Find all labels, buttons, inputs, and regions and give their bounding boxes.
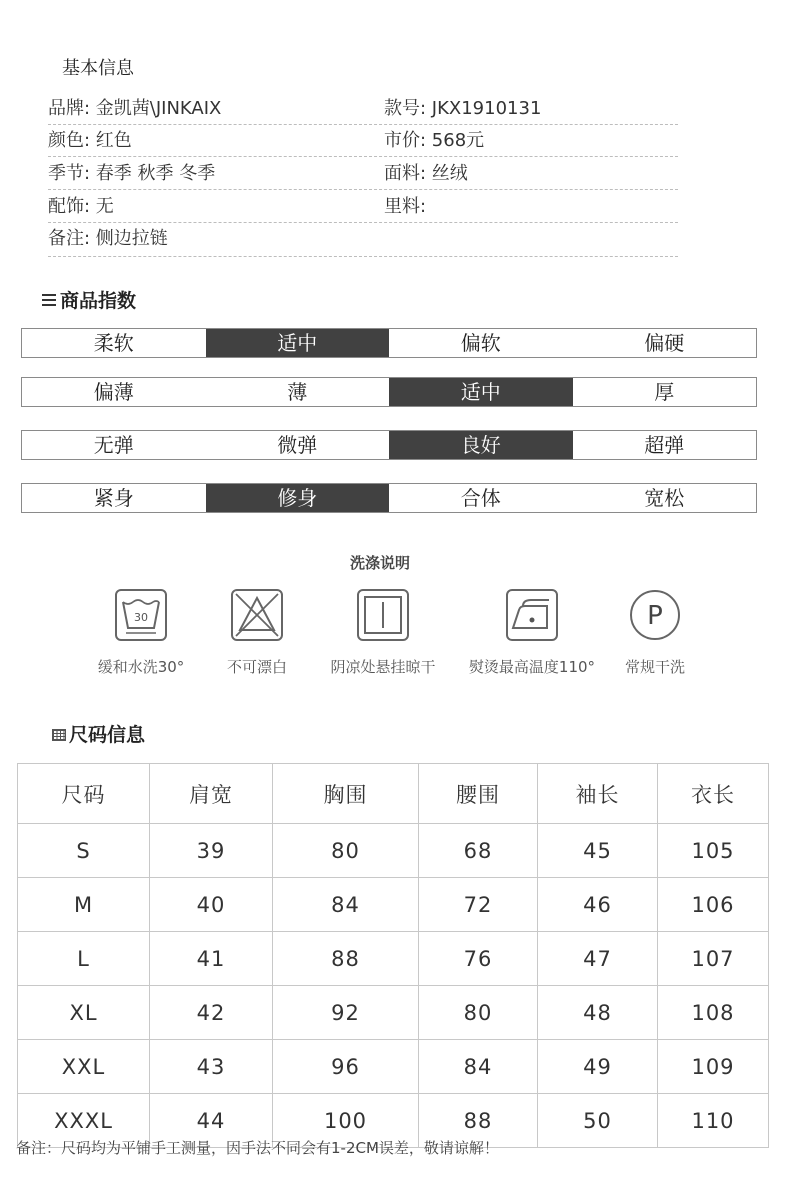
table-cell: 106	[658, 878, 769, 932]
index-cell: 宽松	[644, 486, 685, 510]
index-cell: 无弹	[93, 433, 134, 457]
index-cell: 良好	[389, 431, 573, 459]
table-cell: 100	[273, 1094, 419, 1148]
table-cell: 96	[273, 1040, 419, 1094]
table-cell: 88	[273, 932, 419, 986]
table-cell: 80	[419, 986, 538, 1040]
info-color: 颜色: 红色	[48, 130, 132, 151]
table-header-cell: 袖长	[538, 764, 658, 824]
table-cell: XL	[18, 986, 150, 1040]
index-cell: 偏软	[460, 331, 501, 355]
wash-instructions-title: 洗涤说明	[349, 554, 410, 572]
table-cell: 76	[419, 932, 538, 986]
wash-item	[467, 588, 597, 677]
wash-label: 熨烫最高温度110°	[468, 658, 596, 676]
table-cell: 42	[150, 986, 273, 1040]
table-cell: 84	[419, 1040, 538, 1094]
info-season: 季节: 春季 秋季 冬季	[48, 163, 216, 184]
table-header-cell: 肩宽	[150, 764, 273, 824]
svg-text:30: 30	[134, 611, 148, 624]
table-cell: 107	[658, 932, 769, 986]
table-cell: 110	[658, 1094, 769, 1148]
table-header-cell: 胸围	[273, 764, 419, 824]
info-accessory: 配饰: 无	[48, 196, 114, 217]
info-fabric: 面料: 丝绒	[384, 163, 468, 184]
table-cell: 109	[658, 1040, 769, 1094]
info-brand: 品牌: 金凯茜\JINKAIX	[48, 98, 222, 119]
index-cell: 修身	[206, 484, 390, 512]
info-lining: 里料:	[384, 196, 427, 217]
table-cell: XXL	[18, 1040, 150, 1094]
table-cell: 41	[150, 932, 273, 986]
index-bar-thickness	[21, 377, 757, 407]
index-cell: 微弹	[277, 433, 318, 457]
index-cell: 厚	[654, 380, 675, 404]
wash-label: 常规干洗	[624, 658, 685, 676]
divider	[48, 256, 678, 257]
table-row	[18, 986, 769, 1040]
table-cell: 105	[658, 824, 769, 878]
table-cell: 68	[419, 824, 538, 878]
table-cell: 48	[538, 986, 658, 1040]
index-cell: 紧身	[93, 486, 134, 510]
table-header-cell: 衣长	[658, 764, 769, 824]
table-cell: 43	[150, 1040, 273, 1094]
wash-label: 缓和水洗30°	[97, 658, 185, 676]
no-bleach-icon	[230, 588, 284, 642]
table-cell: 39	[150, 824, 273, 878]
table-header-cell: 尺码	[18, 764, 150, 824]
divider	[48, 124, 678, 125]
info-remark: 备注: 侧边拉链	[48, 228, 168, 249]
index-cell: 偏薄	[93, 380, 134, 404]
table-row	[18, 1040, 769, 1094]
divider	[48, 222, 678, 223]
wash-item	[192, 588, 322, 677]
table-cell: 50	[538, 1094, 658, 1148]
info-style-no: 款号: JKX1910131	[384, 98, 542, 119]
wash-item	[590, 588, 720, 677]
list-icon	[42, 294, 56, 306]
index-bar-fit	[21, 483, 757, 513]
wash-30-icon	[114, 588, 168, 642]
table-header-cell: 腰围	[419, 764, 538, 824]
wash-label: 阴凉处悬挂晾干	[330, 658, 436, 676]
wash-item	[318, 588, 448, 677]
table-cell: XXXL	[18, 1094, 150, 1148]
index-cell: 偏硬	[644, 331, 685, 355]
index-cell: 适中	[389, 378, 573, 406]
table-row	[18, 932, 769, 986]
hang-dry-shade-icon	[356, 588, 410, 642]
svg-text:P: P	[647, 601, 663, 631]
table-cell: 45	[538, 824, 658, 878]
table-cell: 47	[538, 932, 658, 986]
size-table	[17, 763, 769, 1148]
product-index-title	[42, 286, 136, 313]
table-cell: 88	[419, 1094, 538, 1148]
index-bar-softness	[21, 328, 757, 358]
table-cell: 49	[538, 1040, 658, 1094]
table-cell: 84	[273, 878, 419, 932]
divider	[48, 156, 678, 157]
size-info-title	[52, 720, 145, 747]
table-cell: 108	[658, 986, 769, 1040]
divider	[48, 189, 678, 190]
size-note: 备注：尺码均为平铺手工测量，因手法不同会有1-2CM误差，敬请谅解！	[16, 1139, 499, 1157]
table-row	[18, 824, 769, 878]
index-cell: 超弹	[644, 433, 685, 457]
table-cell: 92	[273, 986, 419, 1040]
wash-item	[76, 588, 206, 677]
size-info-label: 尺码信息	[69, 724, 146, 746]
table-cell: 80	[273, 824, 419, 878]
table-cell: 46	[538, 878, 658, 932]
table-cell: S	[18, 824, 150, 878]
iron-110-icon	[505, 588, 559, 642]
index-bar-elasticity	[21, 430, 757, 460]
product-index-label: 商品指数	[60, 290, 137, 312]
index-cell: 合体	[460, 486, 501, 510]
wash-label: 不可漂白	[226, 658, 287, 676]
table-row	[18, 878, 769, 932]
dry-clean-p-icon	[628, 588, 682, 642]
table-icon	[52, 729, 66, 741]
table-cell: 44	[150, 1094, 273, 1148]
index-cell: 薄	[287, 380, 308, 404]
table-cell: 72	[419, 878, 538, 932]
basic-info-title: 基本信息	[62, 58, 134, 79]
table-cell: M	[18, 878, 150, 932]
table-header-row	[18, 764, 769, 824]
table-cell: 40	[150, 878, 273, 932]
info-price: 市价: 568元	[384, 130, 485, 151]
index-cell: 柔软	[93, 331, 134, 355]
table-cell: L	[18, 932, 150, 986]
index-cell: 适中	[206, 329, 390, 357]
